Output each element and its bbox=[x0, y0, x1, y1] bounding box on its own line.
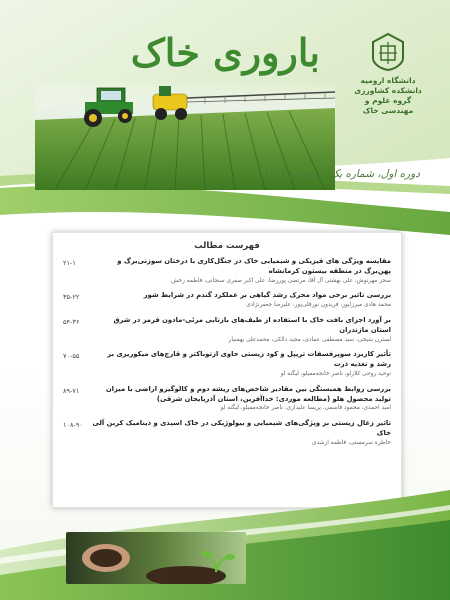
university-emblem-icon bbox=[367, 32, 409, 72]
soil-hands-photo bbox=[66, 532, 246, 584]
toc-item[interactable] bbox=[63, 350, 391, 378]
logo-university-name: دانشگاه ارومیه bbox=[360, 76, 416, 85]
university-logo bbox=[348, 32, 428, 116]
article-title: بررسی روابط همبستگی بین مقادیر شاخص‌های ریشه دوم و کالوگیرو اراضی با میزان تولید محصول هلو (مطالعه موردی: خداآفرین، استان آذربایجان شرقی) bbox=[105, 384, 391, 403]
article-authors: سحر مهرنوش، علی بهشتی آل آقا، مرتضی پوررضا، علی اکبر صفری سنجانی، فاطمه رخش bbox=[171, 277, 391, 284]
article-authors: توحید روحی کلازلو، ناصر خانجه‌ممیلو، لیگنه لو bbox=[280, 370, 391, 377]
toc-heading: فهرست مطالب bbox=[194, 241, 260, 251]
issue-info: دوره اول، شماره یک، زمستان ۱۴۰۱ bbox=[262, 168, 420, 180]
table-of-contents bbox=[52, 232, 402, 508]
article-title: تأثیر کاربرد سوپرفسفات تریپل و کود زیستی حاوی ازتوباکتر و قارچ‌های میکوریزی بر رشد و تغذیه ذرت bbox=[107, 350, 391, 369]
journal-title: باروری خاک bbox=[130, 30, 320, 75]
article-pages: ۷۰-۵۵ bbox=[63, 352, 80, 361]
article-authors: خاطره سرمستی، فاطمه ارشدی bbox=[312, 439, 391, 446]
article-title: بررسی تاثیر برخی مواد محرک رشد گیاهی بر عملکرد گندم در شرایط شور bbox=[143, 291, 391, 300]
toc-item[interactable] bbox=[63, 316, 391, 344]
article-title: بر آورد اجزای بافت خاک با استفاده از طیف‌های بازتابی مرئی-مادون قرمز در شرق استان مازندران bbox=[113, 315, 391, 334]
article-authors: امید احمدی، محمود قاسمی، پریسا علیداری، ناصر خانجه‌ممیلو، لیگنه لو bbox=[220, 405, 391, 412]
article-title: مقایسه ویژگی های فیزیکی و شیمیایی خاک در جنگل‌کاری با درختان سوزنی‌برگ و پهن‌برگ در منطقه بیستون کرمانشاه bbox=[117, 257, 391, 275]
article-authors: لسترن شیخی، سید مصطفی عمادی، مجید دالکی، محمدعلی بهمنیار bbox=[228, 336, 391, 343]
article-title: تاثیر زغال زیستی بر ویژگی‌های شیمیایی و بیولوژیکی در خاک اسیدی و دینامیک کربن آلی خاک bbox=[92, 419, 391, 437]
logo-faculty-name: دانشکده کشاورزی bbox=[354, 86, 422, 96]
article-pages: ۱۰۸-۹۰ bbox=[63, 421, 83, 430]
toc-item[interactable] bbox=[63, 257, 391, 285]
logo-department-name: گروه علوم و مهندسی خاک bbox=[362, 96, 414, 116]
toc-item[interactable] bbox=[63, 385, 391, 413]
toc-item[interactable] bbox=[63, 291, 391, 310]
article-pages: ۲۱-۱ bbox=[63, 259, 76, 267]
toc-item[interactable] bbox=[63, 419, 391, 447]
article-authors: محمد هادی میرزاپور، فریدون نورقلی‌پور، علیرضا جعفرنژادی bbox=[246, 302, 391, 309]
article-pages: ۵۴-۳۶ bbox=[63, 317, 80, 326]
article-pages: ۸۹-۷۱ bbox=[63, 386, 80, 395]
article-pages: ۳۵-۲۲ bbox=[63, 293, 80, 302]
